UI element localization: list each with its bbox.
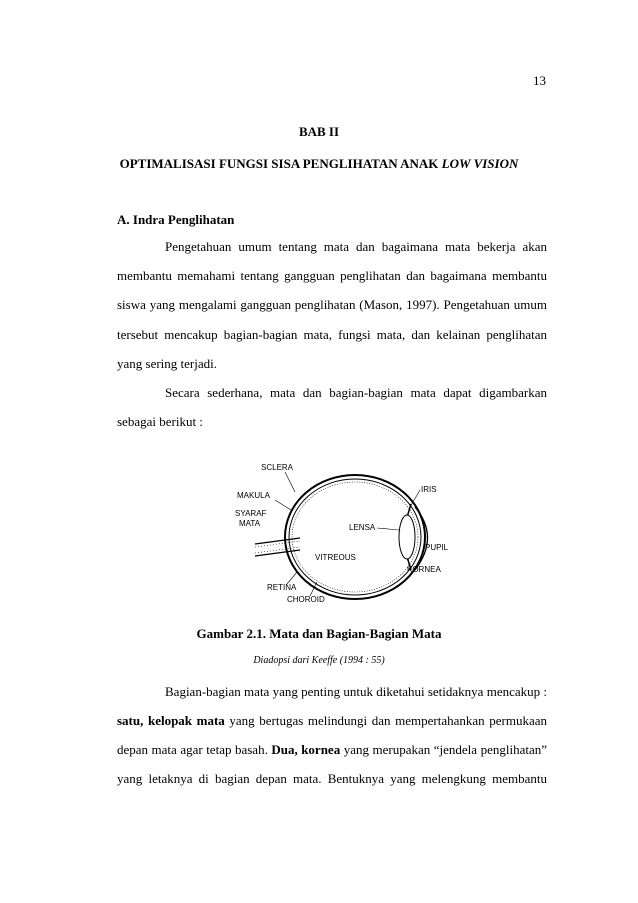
label-retina: RETINA (267, 583, 297, 592)
paragraph1-line: siswa yang mengalami gangguan penglihatan (Mason, 1997). Pengetahuan umum (117, 297, 547, 312)
paragraph3-text: yang merupakan “jendela penglihatan” (340, 742, 547, 757)
paragraph1-line: yang sering terjadi. (117, 356, 217, 371)
label-sclera: SCLERA (261, 463, 294, 472)
label-lensa: LENSA (349, 523, 376, 532)
bold-term-kelopak: satu, kelopak mata (117, 713, 225, 728)
bold-term-kornea: Dua, kornea (271, 742, 341, 757)
label-iris: IRIS (421, 485, 437, 494)
figure-source: Diadopsi dari Keeffe (1994 : 55) (253, 655, 385, 666)
paragraph3-line (117, 742, 547, 757)
paragraph3-line (117, 713, 547, 728)
figure-caption: Gambar 2.1. Mata dan Bagian-Bagian Mata (196, 626, 442, 641)
paragraph1-line: membantu memahami tentang gangguan penglihatan dan bagaimana membantu (117, 268, 547, 283)
paragraph2-line: Secara sederhana, mata dan bagian-bagian mata dapat digambarkan (165, 385, 547, 400)
paragraph1-line: tersebut mencakup bagian-bagian mata, fungsi mata, dan kelainan penglihatan (117, 327, 547, 342)
label-pupil: PUPIL (425, 543, 449, 552)
chapter-title-italic: LOW VISION (441, 156, 519, 171)
paragraph3-line: Bagian-bagian mata yang penting untuk diketahui setidaknya mencakup : (165, 684, 547, 699)
paragraph3-text: yang bertugas melindungi dan mempertahankan permukaan (224, 713, 547, 728)
label-mata: MATA (239, 519, 261, 528)
eye-diagram (225, 452, 455, 612)
page-number: 13 (533, 73, 546, 88)
paragraph1-line: Pengetahuan umum tentang mata dan bagaimana mata bekerja akan (165, 239, 547, 254)
chapter-heading: BAB II (298, 124, 340, 139)
paragraph3-line: yang letaknya di bagian depan mata. Bentuknya yang melengkung membantu (117, 771, 547, 786)
paragraph3-text: depan mata agar tetap basah. (117, 742, 272, 757)
chapter-title-main: OPTIMALISASI FUNGSI SISA PENGLIHATAN ANAK (119, 156, 442, 171)
chapter-title (0, 156, 638, 172)
label-kornea: KORNEA (407, 565, 441, 574)
section-heading: A. Indra Penglihatan (117, 212, 235, 227)
label-makula: MAKULA (237, 491, 270, 500)
label-vitreous: VITREOUS (315, 553, 356, 562)
label-syaraf: SYARAF (235, 509, 267, 518)
paragraph2-line: sebagai berikut : (117, 414, 203, 429)
label-choroid: CHOROID (287, 595, 325, 604)
